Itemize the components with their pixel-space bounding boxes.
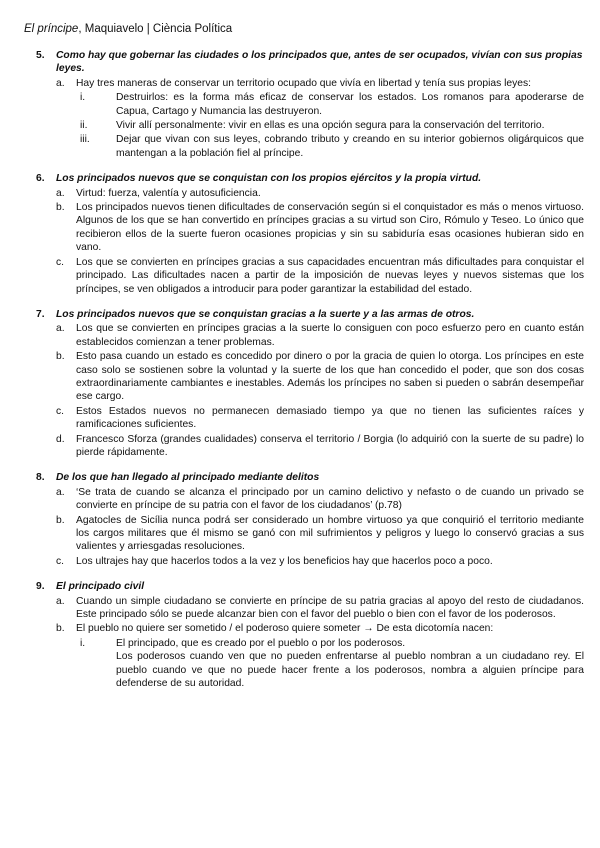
sub-list-item <box>76 119 584 132</box>
section-number: 8. <box>36 472 45 484</box>
item-label: a. <box>56 486 65 498</box>
item-label: c. <box>56 256 65 268</box>
section-heading <box>36 308 584 321</box>
item-text: ‘Se trata de cuando se alcanza el principado por un camino delictivo y nefasto o de cuando un privado se convierte en príncipe de su patria con el favor de los ciudadanos’ (p.78) <box>76 486 584 512</box>
item-label: a. <box>56 77 65 89</box>
item-text: Esto pasa cuando un estado es concedido por dinero o por la gracia de quien lo otorga. Los príncipes en este caso solo se sostienen sobre la voluntad y la suerte de los que han concedido el poder, que son dos cosas extraordinariamente cambiantes e inestables. Además los príncipes no saben si pueden o sabrán desempeñar ese cargo. <box>76 351 584 403</box>
sub-item-text: Destruirlos: es la forma más eficaz de conservar los estados. Los romanos para apoderarse de Capua, Cartago y Numancia las destruyeron. <box>116 92 584 117</box>
sub-list-item <box>76 91 584 118</box>
section-8 <box>36 471 584 568</box>
item-label: b. <box>56 202 65 214</box>
sub-list-item <box>76 637 584 650</box>
section-7 <box>36 308 584 459</box>
section-9 <box>36 580 584 690</box>
list-item <box>56 322 584 349</box>
list-item <box>56 256 584 296</box>
sub-item-text: El principado, que es creado por el pueblo o por los poderosos. <box>116 637 406 649</box>
item-text: Agatocles de Sicília nunca podrá ser considerado un hombre virtuoso ya que conquirió el territorio mediante los cargos militares que él mismo se ganó con mil sufrimientos y peligros y luego lo conservó gracias a sus valientes y arriesgadas resoluciones. <box>76 514 584 553</box>
sub-item-label: i. <box>80 637 86 649</box>
section-heading <box>36 580 584 593</box>
list-item <box>56 555 584 568</box>
section-title: De los que han llegado al principado mediante delitos <box>56 472 320 484</box>
document-body <box>36 49 584 702</box>
section-heading <box>36 172 584 185</box>
section-number: 6. <box>36 173 45 185</box>
sub-item-label: ii. <box>80 120 88 132</box>
sub-item-label: i. <box>80 92 86 104</box>
section-title: Como hay que gobernar las ciudades o los principados que, antes de ser ocupados, vivían con sus propias leyes. <box>56 50 583 75</box>
item-text: Hay tres maneras de conservar un territorio ocupado que vivía en libertad y tenía sus propias leyes: <box>76 77 532 89</box>
item-text: Los que se convierten en príncipes gracias a sus capacidades encuentran más dificultades para conquistar el principado. Las dificultades nacen a partir de la imposición de nuevas leyes y nuevos sistemas que los príncipes, se ven obligados a introducir para poder garantizar la estabilidad del estado. <box>76 256 584 295</box>
list-item <box>56 622 584 635</box>
item-label: c. <box>56 405 65 417</box>
section-title: Los principados nuevos que se conquistan con los propios ejércitos y la propia virtud. <box>56 173 482 185</box>
section-title: Los principados nuevos que se conquistan gracias a la suerte y a las armas de otros. <box>56 308 475 320</box>
item-label: b. <box>56 623 65 635</box>
header-work-title: El príncipe <box>24 23 79 35</box>
item-label: d. <box>56 433 65 445</box>
section-title: El principado civil <box>56 581 145 593</box>
page-header <box>24 22 232 36</box>
item-label: a. <box>56 187 65 199</box>
sub-item-text: Vivir allí personalmente: vivir en ellas es una opción segura para la conservación del territorio. <box>116 120 545 132</box>
list-item <box>56 201 584 255</box>
section-heading <box>36 471 584 484</box>
list-item <box>56 405 584 432</box>
item-text: Virtud: fuerza, valentía y autosuficiencia. <box>76 187 261 199</box>
list-item <box>56 486 584 513</box>
item-text: Los ultrajes hay que hacerlos todos a la vez y los beneficios hay que hacerlos poco a poco. <box>76 555 493 567</box>
sub-list-item <box>76 133 584 160</box>
list-item <box>56 77 584 90</box>
item-label: a. <box>56 323 65 335</box>
section-heading <box>36 49 584 76</box>
header-author-course: , Maquiavelo | Ciència Política <box>78 23 233 35</box>
section-number: 7. <box>36 308 45 320</box>
item-text: Los que se convierten en príncipes gracias a la suerte lo consiguen con poco esfuerzo pero en cuanto están establecidos comienzan a tener problemas. <box>76 323 584 348</box>
section-number: 9. <box>36 581 45 593</box>
list-item <box>56 595 584 622</box>
section-6 <box>36 172 584 296</box>
item-text: Francesco Sforza (grandes cualidades) conserva el territorio / Borgia (lo adquirió con la suerte de su padre) lo pierde rápidamente. <box>76 433 584 458</box>
list-item <box>56 433 584 460</box>
sub-item-continuation: Los poderosos cuando ven que no pueden enfrentarse al pueblo nombran a un ciudadano rey. El pueblo cuando ve que no puede hacer frente a los poderosos, nombra a alguien príncipe para defenderse de su autoridad. <box>116 651 584 690</box>
item-label: c. <box>56 555 65 567</box>
list-item <box>56 350 584 404</box>
section-number: 5. <box>36 50 45 61</box>
list-item <box>56 514 584 554</box>
item-text: Estos Estados nuevos no permanecen demasiado tiempo ya que no tienen las suficientes raíces y ramificaciones suficientes. <box>76 405 584 431</box>
item-label: b. <box>56 351 65 363</box>
sub-item-text: Dejar que vivan con sus leyes, cobrando tributo y creando en su interior gobiernos oligárquicos que mantengan a la población fiel al príncipe. <box>116 134 584 159</box>
item-text: Los principados nuevos tienen dificultades de conservación según si el conquistador es más o menos virtuoso. Algunos de los que se han convertido en príncipes gracias a su virtud son Ciro, Rómulo y Teseo. Lo único que recibieron ellos de la suerte fueron ocasiones propicias y sin su sabiduría esas ocasiones hubieran sido en vano. <box>76 202 584 254</box>
list-item <box>56 187 584 200</box>
item-text: El pueblo no quiere ser sometido / el poderoso quiere someter → De esta dicotomía nacen: <box>76 623 494 635</box>
item-text: Cuando un simple ciudadano se convierte en príncipe de su patria gracias al apoyo del resto de ciudadanos. Este principado sólo se puede alcanzar bien con el favor del pueblo o bien con el favor de los poderosos. <box>76 595 584 621</box>
item-label: a. <box>56 595 65 607</box>
item-label: b. <box>56 514 65 526</box>
section-5 <box>36 49 584 160</box>
sub-item-label: iii. <box>80 134 90 146</box>
